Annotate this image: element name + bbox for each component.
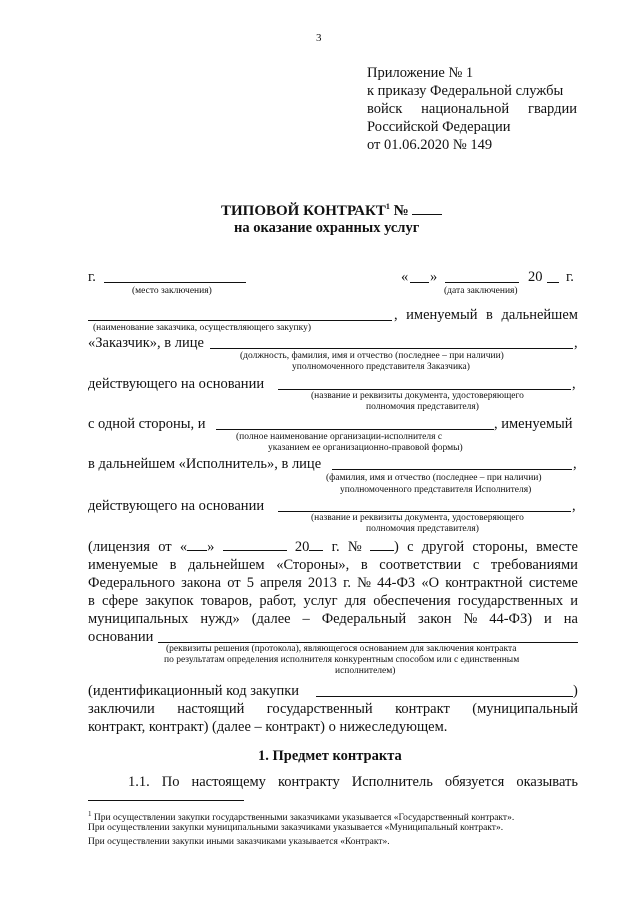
footnote-line-2: При осуществлении закупки муниципальными заказчиками указывается «Муниципальный контракт». (88, 823, 504, 833)
word: именуемый (406, 307, 478, 323)
license-basis-blank (158, 642, 578, 643)
license-basis-caption-3: исполнителем) (335, 666, 396, 676)
section-1-heading: 1. Предмет контракта (258, 748, 402, 764)
executor-face-caption-2: уполномоченного представителя Исполнителя) (340, 485, 532, 495)
title-footnote-mark: 1 (385, 202, 390, 211)
license-day-blank (187, 538, 207, 551)
word: требованиями (490, 557, 578, 573)
city-prefix: г. (88, 269, 96, 285)
word: обеспечения (373, 593, 451, 609)
appendix-line-5: от 01.06.2020 № 149 (367, 137, 493, 153)
word: Федеральный (321, 611, 407, 627)
word: г. (331, 539, 340, 555)
page-number: 3 (316, 32, 322, 44)
word: на (563, 611, 578, 627)
word: и (570, 593, 578, 609)
word: (муниципальный (472, 701, 578, 717)
word: нужд» (200, 611, 240, 627)
year-fragment (295, 538, 324, 556)
word: « (179, 539, 188, 555)
word: закупок (145, 593, 194, 609)
word: » (207, 539, 215, 555)
procurement-line-3: контракт, контракт) (далее – контракт) о нижеследующем. (88, 719, 448, 735)
executor-basis-blank (278, 511, 571, 512)
word: обязуется (444, 774, 505, 790)
word: 44-ФЗ (377, 575, 416, 591)
license-line-5 (88, 610, 578, 628)
date-open-quote: « (401, 269, 409, 285)
word: закона (181, 575, 222, 591)
date-day-blank (410, 282, 429, 283)
place-caption: (место заключения) (132, 286, 212, 296)
executor-basis-caption-1: (название и реквизиты документа, удостоверяющего (311, 513, 524, 523)
license-basis-label: основании (88, 629, 154, 645)
license-line-4 (88, 592, 578, 610)
word: дальнейшем (188, 557, 265, 573)
word: контракту (277, 774, 340, 790)
procurement-id-label: (идентификационный код закупки (88, 683, 300, 699)
appendix-line-2: к приказу Федеральной службы (367, 83, 564, 99)
word: товаров, (200, 593, 253, 609)
procurement-id-close: ) (573, 683, 578, 699)
word: № (357, 575, 371, 591)
word: вместе (536, 539, 578, 555)
date-caption: (дата заключения) (444, 286, 518, 296)
footnote-mark: 1 (88, 810, 92, 818)
word: дальнейшем (501, 307, 578, 323)
word: контрактной (445, 575, 523, 591)
word: 1.1. (128, 774, 150, 790)
clause-1-1 (128, 773, 578, 791)
license-month-blank (223, 538, 287, 551)
word: 2013 (307, 575, 337, 591)
word: в (360, 557, 368, 573)
executor-side-label: с одной стороны, и (88, 416, 206, 432)
license-line-1 (88, 538, 578, 556)
word: закон (418, 611, 452, 627)
date-year: 20 (528, 269, 543, 285)
place-blank (104, 282, 246, 283)
contract-subtitle: на оказание охранных услуг (234, 220, 420, 236)
license-basis-caption-1: (реквизиты решения (протокола), являющегося основанием для заключения контракта (166, 644, 517, 654)
word: стороны, (472, 539, 528, 555)
procurement-line-2 (88, 700, 578, 718)
executor-named-label: , именуемый (494, 416, 573, 432)
word: от (227, 575, 241, 591)
word: муниципальных (88, 611, 189, 627)
customer-name-caption: (наименование заказчика, осуществляющего закупку) (93, 323, 311, 333)
word: соответствии (379, 557, 462, 573)
appendix-word: национальной (421, 101, 510, 117)
word: с (472, 557, 480, 573)
executor-face-blank (332, 469, 572, 470)
num-fragment (370, 538, 399, 556)
customer-face-caption-2: уполномоченного представителя Заказчика) (292, 362, 470, 372)
executor-face-label: в дальнейшем «Исполнитель», в лице (88, 456, 322, 472)
word: № (347, 539, 362, 555)
title-number-blank (412, 202, 442, 215)
word: другой (421, 539, 465, 555)
date-month-blank (445, 282, 519, 283)
word: Федерального (88, 575, 176, 591)
word: в (88, 593, 95, 609)
executor-basis-label: действующего на основании (88, 498, 265, 514)
comma: , (572, 498, 576, 514)
word: «О (421, 575, 440, 591)
contract-title (221, 202, 442, 220)
word: , (394, 307, 398, 323)
word: государственных (457, 593, 564, 609)
word: 44-ФЗ) (489, 611, 533, 627)
customer-basis-blank (278, 389, 571, 390)
executor-basis-caption-2: полномочия представителя) (366, 524, 479, 534)
word: 5 (246, 575, 255, 591)
comma: , (572, 376, 576, 392)
word: сфере (102, 593, 139, 609)
word: По (161, 774, 180, 790)
appendix-word: гвардии (528, 101, 577, 117)
word: настоящему (191, 774, 266, 790)
executor-name-caption-1: (полное наименование организации-исполнителя с (236, 432, 443, 442)
word: от (158, 539, 172, 555)
license-year-blank (309, 538, 323, 551)
word: работ, (259, 593, 297, 609)
title-text: ТИПОВОЙ КОНТРАКТ (221, 203, 386, 219)
date-close-quote: » (430, 269, 438, 285)
word: заключили (88, 701, 155, 717)
word: в (169, 557, 177, 573)
executor-name-blank (216, 429, 494, 430)
license-basis-caption-2: по результатам определения исполнителя конкурентным способом или с единственным (164, 655, 520, 665)
title-number-label: № (393, 203, 409, 219)
word: в (486, 307, 493, 323)
customer-basis-caption-1: (название и реквизиты документа, удостоверяющего (311, 391, 524, 401)
word: для (344, 593, 367, 609)
license-line-2 (88, 556, 578, 574)
date-year-blank (547, 282, 559, 283)
word: именуемые (88, 557, 158, 573)
word: ) (393, 539, 399, 555)
footnote-text: При осуществлении закупки государственными заказчиками указывается «Государственный контракт». (93, 813, 515, 824)
appendix-line-1: Приложение № 1 (367, 65, 474, 81)
word: г. (343, 575, 351, 591)
word: с (407, 539, 414, 555)
word: системе (528, 575, 578, 591)
footnote-separator (88, 800, 244, 801)
customer-name-blank (88, 320, 392, 321)
license-line-3 (88, 574, 578, 592)
word: «Стороны», (276, 557, 350, 573)
word: Исполнитель (351, 774, 433, 790)
customer-face-caption-1: (должность, фамилия, имя и отчество (последнее – при наличии) (240, 351, 504, 361)
procurement-id-blank (316, 696, 573, 697)
word: государственный (266, 701, 373, 717)
word: оказывать (516, 774, 578, 790)
word: контракт (395, 701, 450, 717)
appendix-line-4: Российской Федерации (367, 119, 511, 135)
word: (далее (251, 611, 291, 627)
comma: , (574, 335, 578, 351)
word: настоящий (177, 701, 245, 717)
customer-basis-label: действующего на основании (88, 376, 265, 392)
date-year-suffix: г. (566, 269, 574, 285)
customer-face-label: «Заказчик», в лице (88, 335, 204, 351)
word: № (463, 611, 478, 627)
word: (лицензия (88, 539, 150, 555)
customer-named-text (394, 306, 578, 324)
customer-basis-caption-2: полномочия представителя) (366, 402, 479, 412)
comma: , (573, 456, 577, 472)
word: апреля (260, 575, 302, 591)
executor-name-caption-2: указанием ее организационно-правовой формы) (268, 443, 463, 453)
appendix-line-3 (367, 100, 577, 118)
footnote-line-3: При осуществлении закупки иными заказчиками указывается «Контракт». (88, 837, 390, 847)
appendix-word: войск (367, 101, 403, 117)
license-number-blank (370, 538, 394, 551)
word: и (544, 611, 552, 627)
customer-face-blank (210, 348, 573, 349)
date-fragment (180, 538, 215, 556)
word: – (302, 611, 310, 627)
word: 20 (294, 539, 310, 555)
word: услуг (303, 593, 338, 609)
executor-face-caption-1: (фамилия, имя и отчество (последнее – при наличии) (326, 473, 542, 483)
